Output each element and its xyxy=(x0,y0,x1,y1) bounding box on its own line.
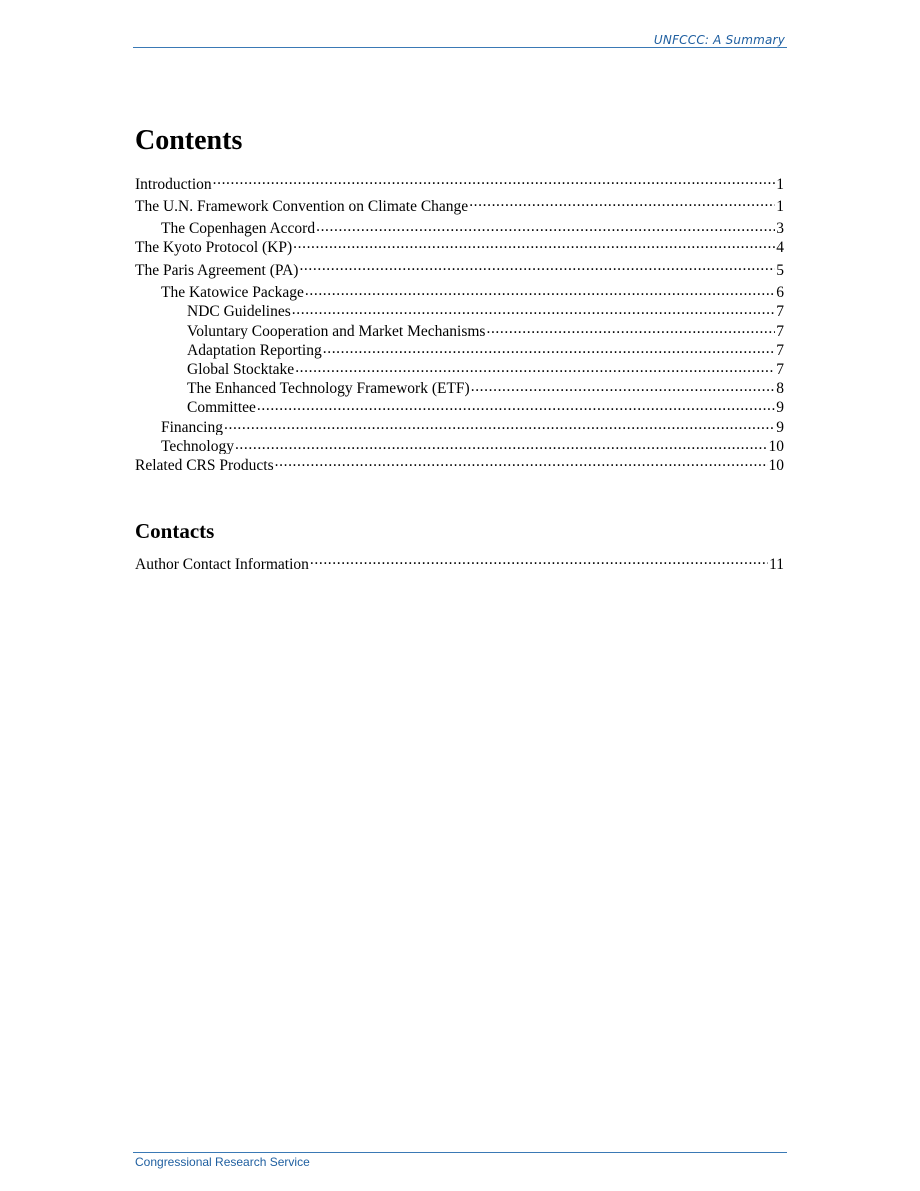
toc-entry-page: 1 xyxy=(776,197,784,215)
toc-entry-label: Voluntary Cooperation and Market Mechanisms xyxy=(187,322,486,340)
toc-entry-page: 5 xyxy=(776,261,784,279)
toc-entry-label: The U.N. Framework Convention on Climate Change xyxy=(135,197,469,215)
toc-entry-label: Author Contact Information xyxy=(135,555,309,573)
toc-entry[interactable] xyxy=(135,359,784,378)
toc-entry-label: The Katowice Package xyxy=(161,284,304,301)
toc-entry-page: 10 xyxy=(768,437,784,455)
toc-entry[interactable] xyxy=(135,259,784,281)
table-of-contents xyxy=(135,173,784,477)
running-footer: Congressional Research Service xyxy=(135,1155,310,1169)
toc-entry[interactable] xyxy=(135,454,784,476)
toc-entry[interactable] xyxy=(135,397,784,416)
toc-entry[interactable] xyxy=(135,195,784,217)
toc-entry-label: Adaptation Reporting xyxy=(187,341,322,359)
toc-entry-page: 3 xyxy=(776,220,784,237)
toc-entry-page: 7 xyxy=(776,361,784,378)
toc-entry-page: 4 xyxy=(776,239,784,257)
toc-entry-page: 1 xyxy=(776,175,784,193)
dot-leader xyxy=(486,320,775,336)
toc-entry[interactable] xyxy=(135,339,784,358)
toc-entry-label: The Enhanced Technology Framework (ETF) xyxy=(187,380,470,397)
dot-leader xyxy=(257,397,775,413)
contacts-list xyxy=(135,553,784,575)
toc-entry-page: 10 xyxy=(768,456,784,474)
toc-entry-page: 6 xyxy=(776,284,784,301)
dot-leader xyxy=(213,173,776,189)
toc-entry[interactable] xyxy=(135,237,784,259)
contacts-heading: Contacts xyxy=(135,519,215,543)
dot-leader xyxy=(235,435,768,451)
toc-entry-label: NDC Guidelines xyxy=(187,303,291,321)
toc-entry-label: Financing xyxy=(161,418,223,436)
dot-leader xyxy=(310,553,768,569)
toc-entry-page: 7 xyxy=(776,322,784,340)
dot-leader xyxy=(293,237,775,253)
toc-entry-label: Introduction xyxy=(135,175,212,193)
dot-leader xyxy=(305,282,775,298)
toc-entry-page: 9 xyxy=(776,399,784,417)
toc-entry-page: 7 xyxy=(776,341,784,359)
dot-leader xyxy=(292,301,775,317)
toc-entry[interactable] xyxy=(135,320,784,339)
toc-entry-page: 7 xyxy=(776,303,784,321)
dot-leader xyxy=(471,378,776,394)
toc-entry-page: 9 xyxy=(776,418,784,436)
toc-entry-label: The Copenhagen Accord xyxy=(161,220,316,237)
toc-entry-page: 8 xyxy=(776,380,784,397)
dot-leader xyxy=(275,454,768,470)
toc-entry[interactable] xyxy=(135,378,784,397)
dot-leader xyxy=(469,195,775,211)
header-rule xyxy=(133,47,787,48)
dot-leader xyxy=(224,416,775,432)
toc-entry[interactable] xyxy=(135,173,784,195)
running-header: UNFCCC: A Summary xyxy=(653,33,785,47)
toc-entry[interactable] xyxy=(135,282,784,301)
toc-entry[interactable] xyxy=(135,435,784,454)
toc-entry[interactable] xyxy=(135,218,784,237)
toc-entry-label: The Kyoto Protocol (KP) xyxy=(135,239,293,257)
toc-entry[interactable] xyxy=(135,416,784,435)
dot-leader xyxy=(299,259,775,275)
dot-leader xyxy=(316,218,775,234)
toc-entry-page: 11 xyxy=(769,555,784,573)
contents-heading: Contents xyxy=(135,125,243,156)
dot-leader xyxy=(295,359,775,375)
toc-entry-label: Committee xyxy=(187,399,256,417)
toc-entry-label: Technology xyxy=(161,437,234,455)
toc-entry-label: Related CRS Products xyxy=(135,456,274,474)
toc-entry-label: The Paris Agreement (PA) xyxy=(135,261,299,279)
toc-entry[interactable] xyxy=(135,553,784,575)
toc-entry[interactable] xyxy=(135,301,784,320)
footer-rule xyxy=(133,1152,787,1153)
toc-entry-label: Global Stocktake xyxy=(187,361,295,378)
dot-leader xyxy=(323,339,776,355)
